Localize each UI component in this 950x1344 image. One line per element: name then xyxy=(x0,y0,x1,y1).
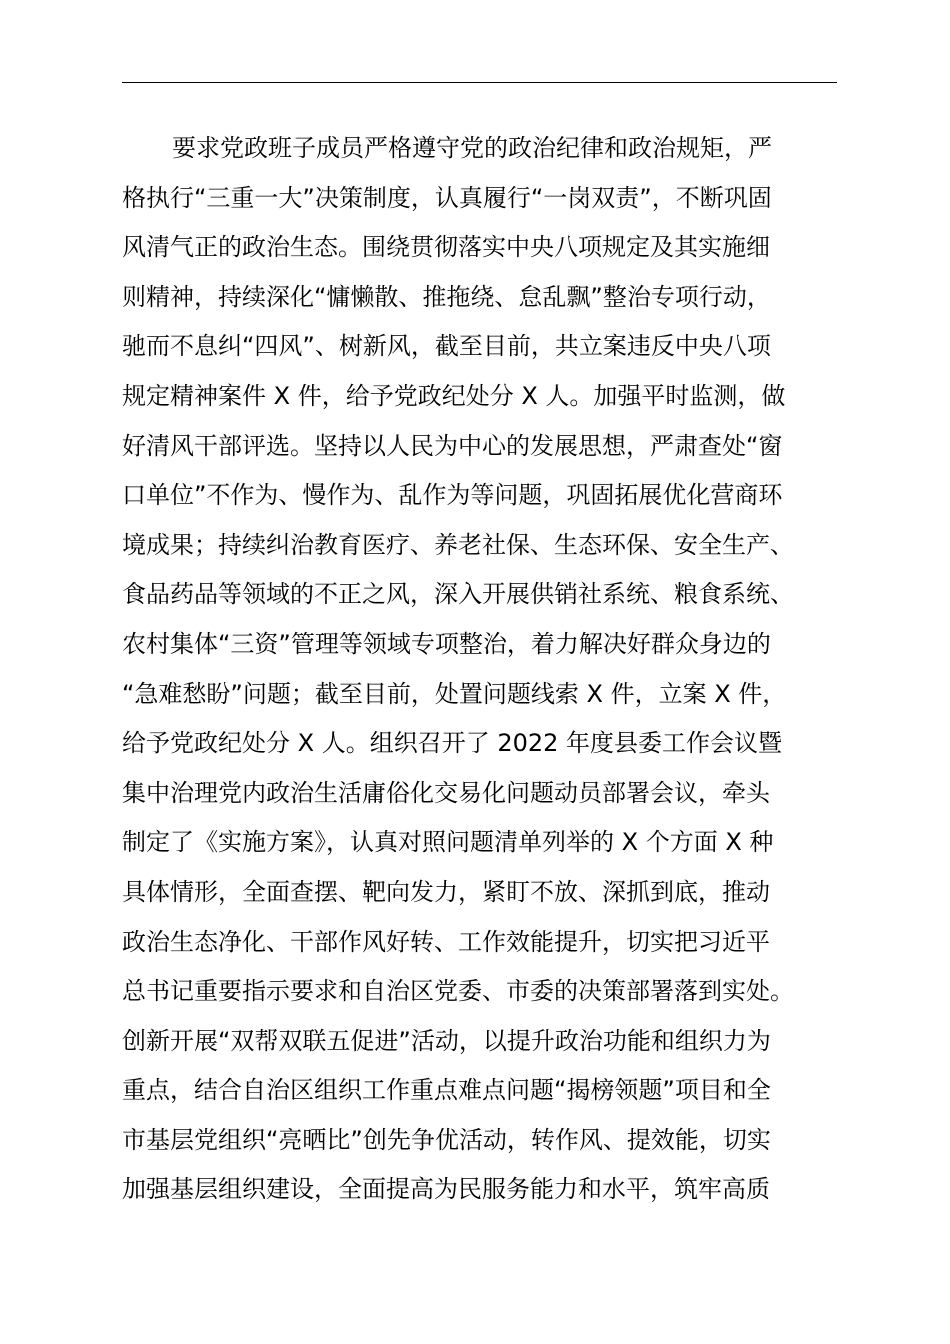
text-line: 要求党政班子成员严格遵守党的政治纪律和政治规矩，严 xyxy=(172,134,772,162)
text-line: 具体情形，全面查摆、靶向发力，紧盯不放、深抓到底，推动 xyxy=(122,877,770,906)
text-line: 则精神，持续深化“慵懒散、推拖绕、怠乱飘”整治专项行动， xyxy=(122,282,771,311)
text-line: “急难愁盼”问题；截至目前，处置问题线索 X 件，立案 X 件， xyxy=(122,679,787,708)
text-line: 制定了《实施方案》，认真对照问题清单列举的 X 个方面 X 种 xyxy=(122,828,774,857)
text-line: 驰而不息纠“四风”、树新风，截至目前，共立案违反中央八项 xyxy=(122,332,771,361)
text-line: 农村集体“三资”管理等领域专项整治，着力解决好群众身边的 xyxy=(122,629,771,658)
text-line: 好清风干部评选。坚持以人民为中心的发展思想，严肃查处“窗 xyxy=(122,431,783,460)
text-line: 集中治理党内政治生活庸俗化交易化问题动员部署会议，牵头 xyxy=(122,778,770,807)
body-paragraph xyxy=(122,124,842,1215)
text-line: 政治生态净化、干部作风好转、工作效能提升，切实把习近平 xyxy=(122,927,770,956)
text-line: 规定精神案件 X 件，给予党政纪处分 X 人。加强平时监测，做 xyxy=(122,381,786,410)
text-line: 口单位”不作为、慢作为、乱作为等问题，巩固拓展优化营商环 xyxy=(122,481,783,510)
text-line: 总书记重要指示要求和自治区党委、市委的决策部署落到实处。 xyxy=(122,977,794,1006)
text-line: 创新开展“双帮双联五促进”活动，以提升政治功能和组织力为 xyxy=(122,1026,771,1055)
text-line: 格执行“三重一大”决策制度，认真履行“一岗双责”，不断巩固 xyxy=(122,183,772,212)
text-line: 食品药品等领域的不正之风，深入开展供销社系统、粮食系统、 xyxy=(122,580,794,609)
text-line: 风清气正的政治生态。围绕贯彻落实中央八项规定及其实施细 xyxy=(122,233,770,262)
text-line: 市基层党组织“亮晒比”创先争优活动，转作风、提效能，切实 xyxy=(122,1125,771,1154)
text-line: 给予党政纪处分 X 人。组织召开了 2022 年度县委工作会议暨 xyxy=(122,729,783,758)
header-rule xyxy=(122,82,837,83)
text-line: 加强基层组织建设，全面提高为民服务能力和水平，筑牢高质 xyxy=(122,1175,770,1204)
text-line: 重点，结合自治区组织工作重点难点问题“揭榜领题”项目和全 xyxy=(122,1076,771,1105)
text-line: 境成果；持续纠治教育医疗、养老社保、生态环保、安全生产、 xyxy=(122,530,794,559)
